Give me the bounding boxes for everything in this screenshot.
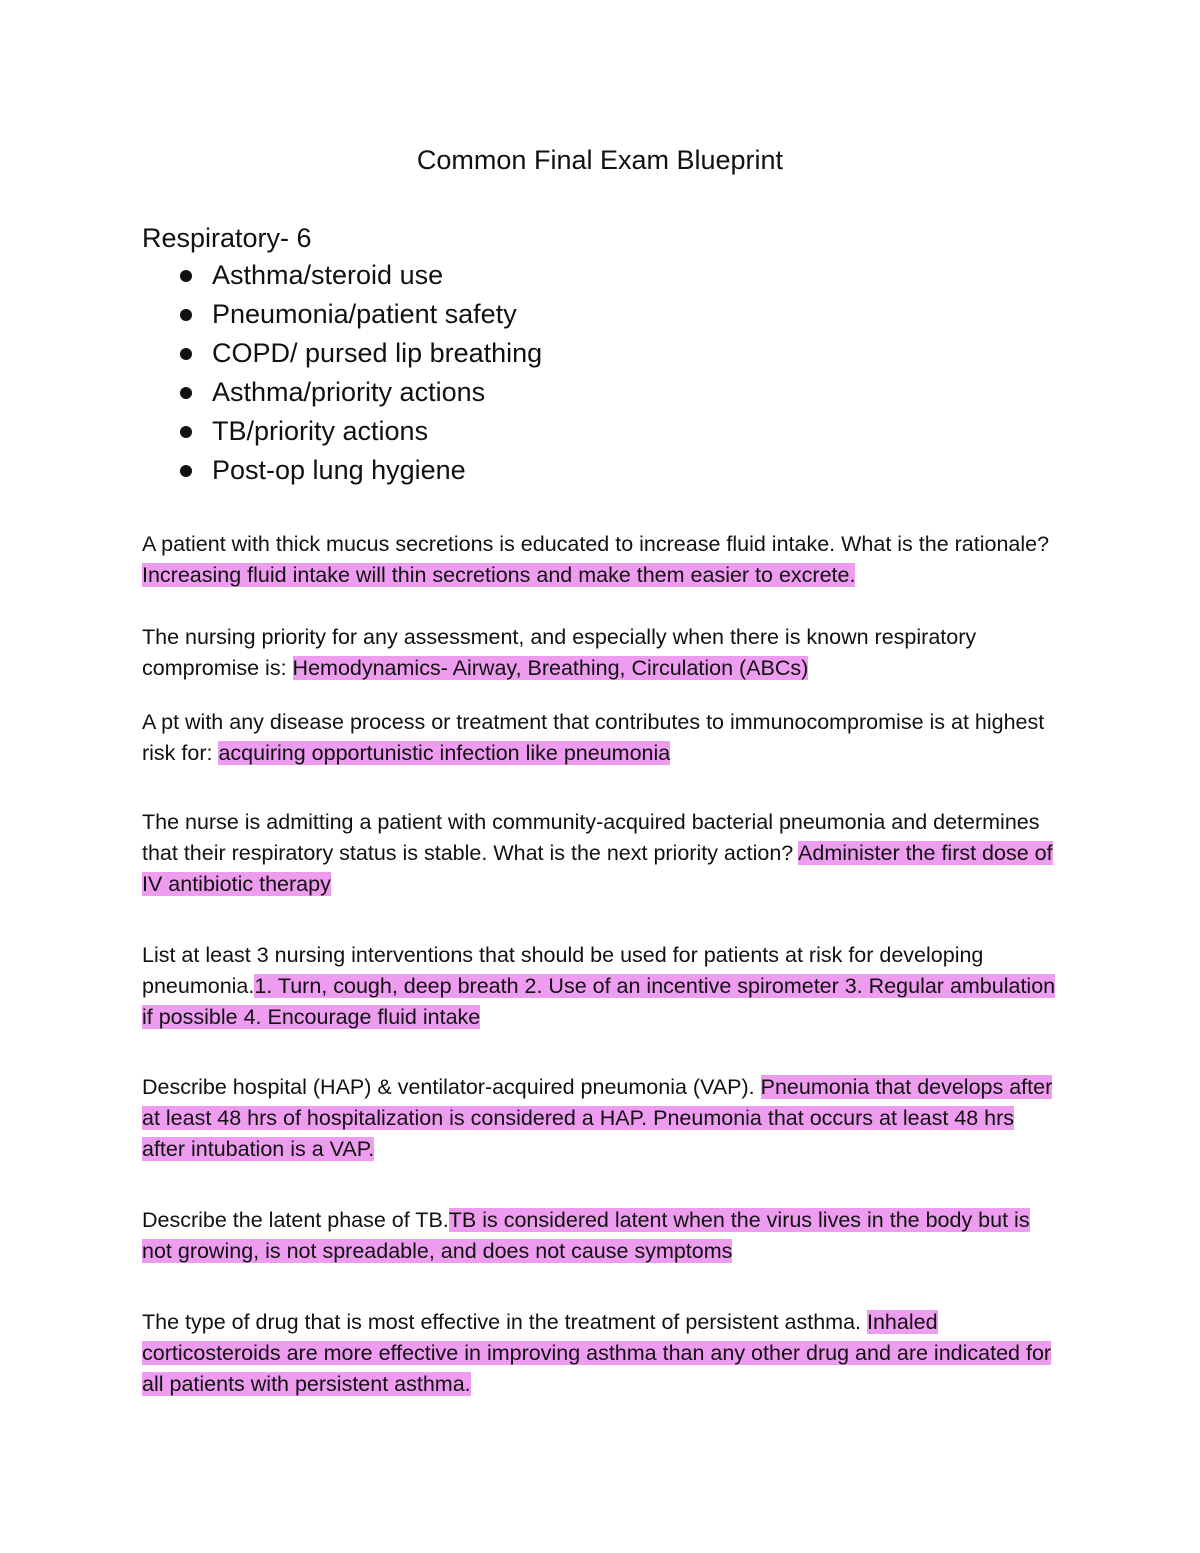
bullet-text: TB/priority actions: [212, 416, 429, 446]
qa-paragraph: [142, 940, 1062, 1033]
bullet-text: Post-op lung hygiene: [212, 455, 466, 485]
bullet-text: Asthma/steroid use: [212, 260, 444, 290]
bullet-dot-icon: [180, 387, 192, 399]
question-text: Describe the latent phase of TB.: [142, 1208, 449, 1232]
question-text: A patient with thick mucus secretions is educated to increase fluid intake. What is the rationale?: [142, 532, 1050, 556]
question-text: The nurse is admitting a patient with community-acquired bacterial pneumonia and determines that their respiratory status is stable. What is the next priority action?: [142, 810, 1040, 865]
highlighted-answer: Hemodynamics- Airway, Breathing, Circulation (ABCs): [292, 656, 809, 680]
bullet-dot-icon: [180, 348, 192, 360]
bullet-item: [142, 453, 542, 492]
document-title: Common Final Exam Blueprint: [416, 145, 784, 175]
qa-paragraph: [142, 707, 1062, 769]
qa-paragraph: [142, 622, 1062, 684]
question-text: The type of drug that is most effective in the treatment of persistent asthma.: [142, 1310, 867, 1334]
bullet-dot-icon: [180, 270, 192, 282]
question-text: Describe hospital (HAP) & ventilator-acquired pneumonia (VAP).: [142, 1075, 761, 1099]
bullet-text: COPD/ pursed lip breathing: [212, 338, 543, 368]
bullet-text: Pneumonia/patient safety: [212, 299, 517, 329]
section-heading-respiratory: Respiratory- 6: [142, 223, 312, 253]
question-text: The nursing priority for any assessment, and especially when there is known respiratory compromise is:: [142, 625, 977, 680]
highlighted-answer: TB is considered latent when the virus lives in the body but is not growing, is not spreadable, and does not cause symptoms: [142, 1208, 1030, 1263]
bullet-dot-icon: [180, 426, 192, 438]
bullet-text: Asthma/priority actions: [212, 377, 486, 407]
highlighted-answer: Increasing fluid intake will thin secretions and make them easier to excrete.: [142, 563, 856, 587]
qa-paragraph: [142, 1205, 1062, 1267]
highlighted-answer: Administer the first dose of IV antibiotic therapy: [142, 841, 1053, 896]
bullet-item: [142, 258, 542, 297]
bullet-item: [142, 414, 542, 453]
qa-paragraph: [142, 1307, 1062, 1400]
highlighted-answer: acquiring opportunistic infection like pneumonia: [218, 741, 671, 765]
question-text: A pt with any disease process or treatment that contributes to immunocompromise is at highest risk for:: [142, 710, 1045, 765]
qa-paragraph: [142, 807, 1062, 900]
topic-bullet-list: [142, 258, 542, 492]
bullet-item: [142, 336, 542, 375]
bullet-dot-icon: [180, 465, 192, 477]
qa-paragraph: [142, 1072, 1062, 1165]
question-text: List at least 3 nursing interventions that should be used for patients at risk for developing pneumonia.: [142, 943, 984, 998]
highlighted-answer: 1. Turn, cough, deep breath 2. Use of an incentive spirometer 3. Regular ambulation if possible 4. Encourage fluid intake: [142, 974, 1056, 1029]
bullet-item: [142, 297, 542, 336]
highlighted-answer: Pneumonia that develops after at least 48 hrs of hospitalization is considered a HAP. Pneumonia that occurs at least 48 hrs after intubation is a VAP.: [142, 1075, 1053, 1161]
bullet-item: [142, 375, 542, 414]
bullet-dot-icon: [180, 309, 192, 321]
highlighted-answer: Inhaled corticosteroids are more effective in improving asthma than any other drug and are indicated for all patients with persistent asthma.: [142, 1310, 1052, 1396]
qa-paragraph: [142, 529, 1062, 591]
